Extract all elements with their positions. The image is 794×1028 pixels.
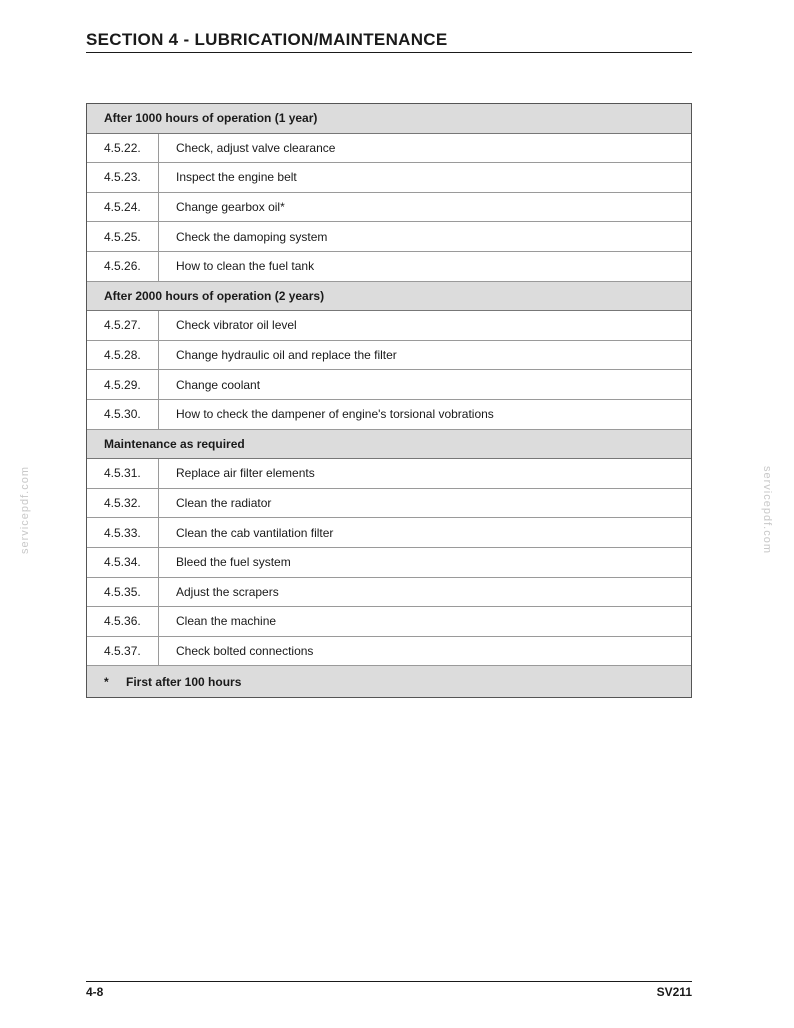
group-heading bbox=[87, 430, 691, 460]
item-number: 4.5.28. bbox=[87, 341, 159, 370]
table-row bbox=[87, 637, 691, 667]
maintenance-table bbox=[86, 103, 692, 698]
item-number: 4.5.34. bbox=[87, 548, 159, 577]
table-row bbox=[87, 134, 691, 164]
table-row bbox=[87, 489, 691, 519]
item-text: Check, adjust valve clearance bbox=[176, 140, 336, 155]
footer-rule bbox=[86, 981, 692, 982]
table-row bbox=[87, 311, 691, 341]
table-row bbox=[87, 548, 691, 578]
item-number: 4.5.36. bbox=[87, 607, 159, 636]
table-row bbox=[87, 163, 691, 193]
item-number: 4.5.30. bbox=[87, 400, 159, 429]
model-code: SV211 bbox=[656, 985, 692, 999]
footnote-marker: * bbox=[104, 674, 109, 689]
item-text: Check vibrator oil level bbox=[176, 318, 297, 333]
item-number: 4.5.26. bbox=[87, 252, 159, 281]
item-text: Clean the cab vantilation filter bbox=[176, 525, 334, 540]
item-number: 4.5.22. bbox=[87, 134, 159, 163]
group-heading bbox=[87, 282, 691, 312]
item-number: 4.5.32. bbox=[87, 489, 159, 518]
item-number: 4.5.29. bbox=[87, 370, 159, 399]
table-row bbox=[87, 370, 691, 400]
table-row bbox=[87, 578, 691, 608]
item-text: Clean the machine bbox=[176, 614, 277, 629]
item-number: 4.5.23. bbox=[87, 163, 159, 192]
item-text: How to check the dampener of engine's torsional vobrations bbox=[176, 407, 494, 422]
page-number: 4-8 bbox=[86, 985, 104, 999]
table-row bbox=[87, 222, 691, 252]
item-text: Change coolant bbox=[176, 377, 261, 392]
watermark-right: servicepdf.com bbox=[761, 466, 773, 554]
group-heading bbox=[87, 104, 691, 134]
item-number: 4.5.31. bbox=[87, 459, 159, 488]
table-row bbox=[87, 193, 691, 223]
item-text: Change hydraulic oil and replace the filter bbox=[176, 348, 397, 363]
table-row bbox=[87, 607, 691, 637]
item-number: 4.5.25. bbox=[87, 222, 159, 251]
item-number: 4.5.33. bbox=[87, 518, 159, 547]
item-text: How to clean the fuel tank bbox=[176, 259, 315, 274]
item-text: Adjust the scrapers bbox=[176, 584, 279, 599]
group-heading-label: Maintenance as required bbox=[104, 436, 245, 451]
item-text: Bleed the fuel system bbox=[176, 555, 291, 570]
item-number: 4.5.27. bbox=[87, 311, 159, 340]
item-number: 4.5.37. bbox=[87, 637, 159, 666]
table-row bbox=[87, 459, 691, 489]
footnote-text: First after 100 hours bbox=[126, 674, 242, 689]
item-text: Check bolted connections bbox=[176, 643, 314, 658]
table-row bbox=[87, 341, 691, 371]
section-title: SECTION 4 - LUBRICATION/MAINTENANCE bbox=[86, 30, 692, 53]
item-text: Change gearbox oil* bbox=[176, 200, 285, 215]
watermark-left: servicepdf.com bbox=[19, 466, 31, 554]
table-row bbox=[87, 400, 691, 430]
group-heading-label: After 1000 hours of operation (1 year) bbox=[104, 111, 318, 126]
footnote-row bbox=[87, 666, 691, 697]
item-text: Check the damoping system bbox=[176, 229, 328, 244]
item-text: Replace air filter elements bbox=[176, 466, 315, 481]
table-row bbox=[87, 252, 691, 282]
table-row bbox=[87, 518, 691, 548]
item-text: Inspect the engine belt bbox=[176, 170, 297, 185]
item-text: Clean the radiator bbox=[176, 496, 272, 511]
group-heading-label: After 2000 hours of operation (2 years) bbox=[104, 288, 325, 303]
item-number: 4.5.35. bbox=[87, 578, 159, 607]
item-number: 4.5.24. bbox=[87, 193, 159, 222]
